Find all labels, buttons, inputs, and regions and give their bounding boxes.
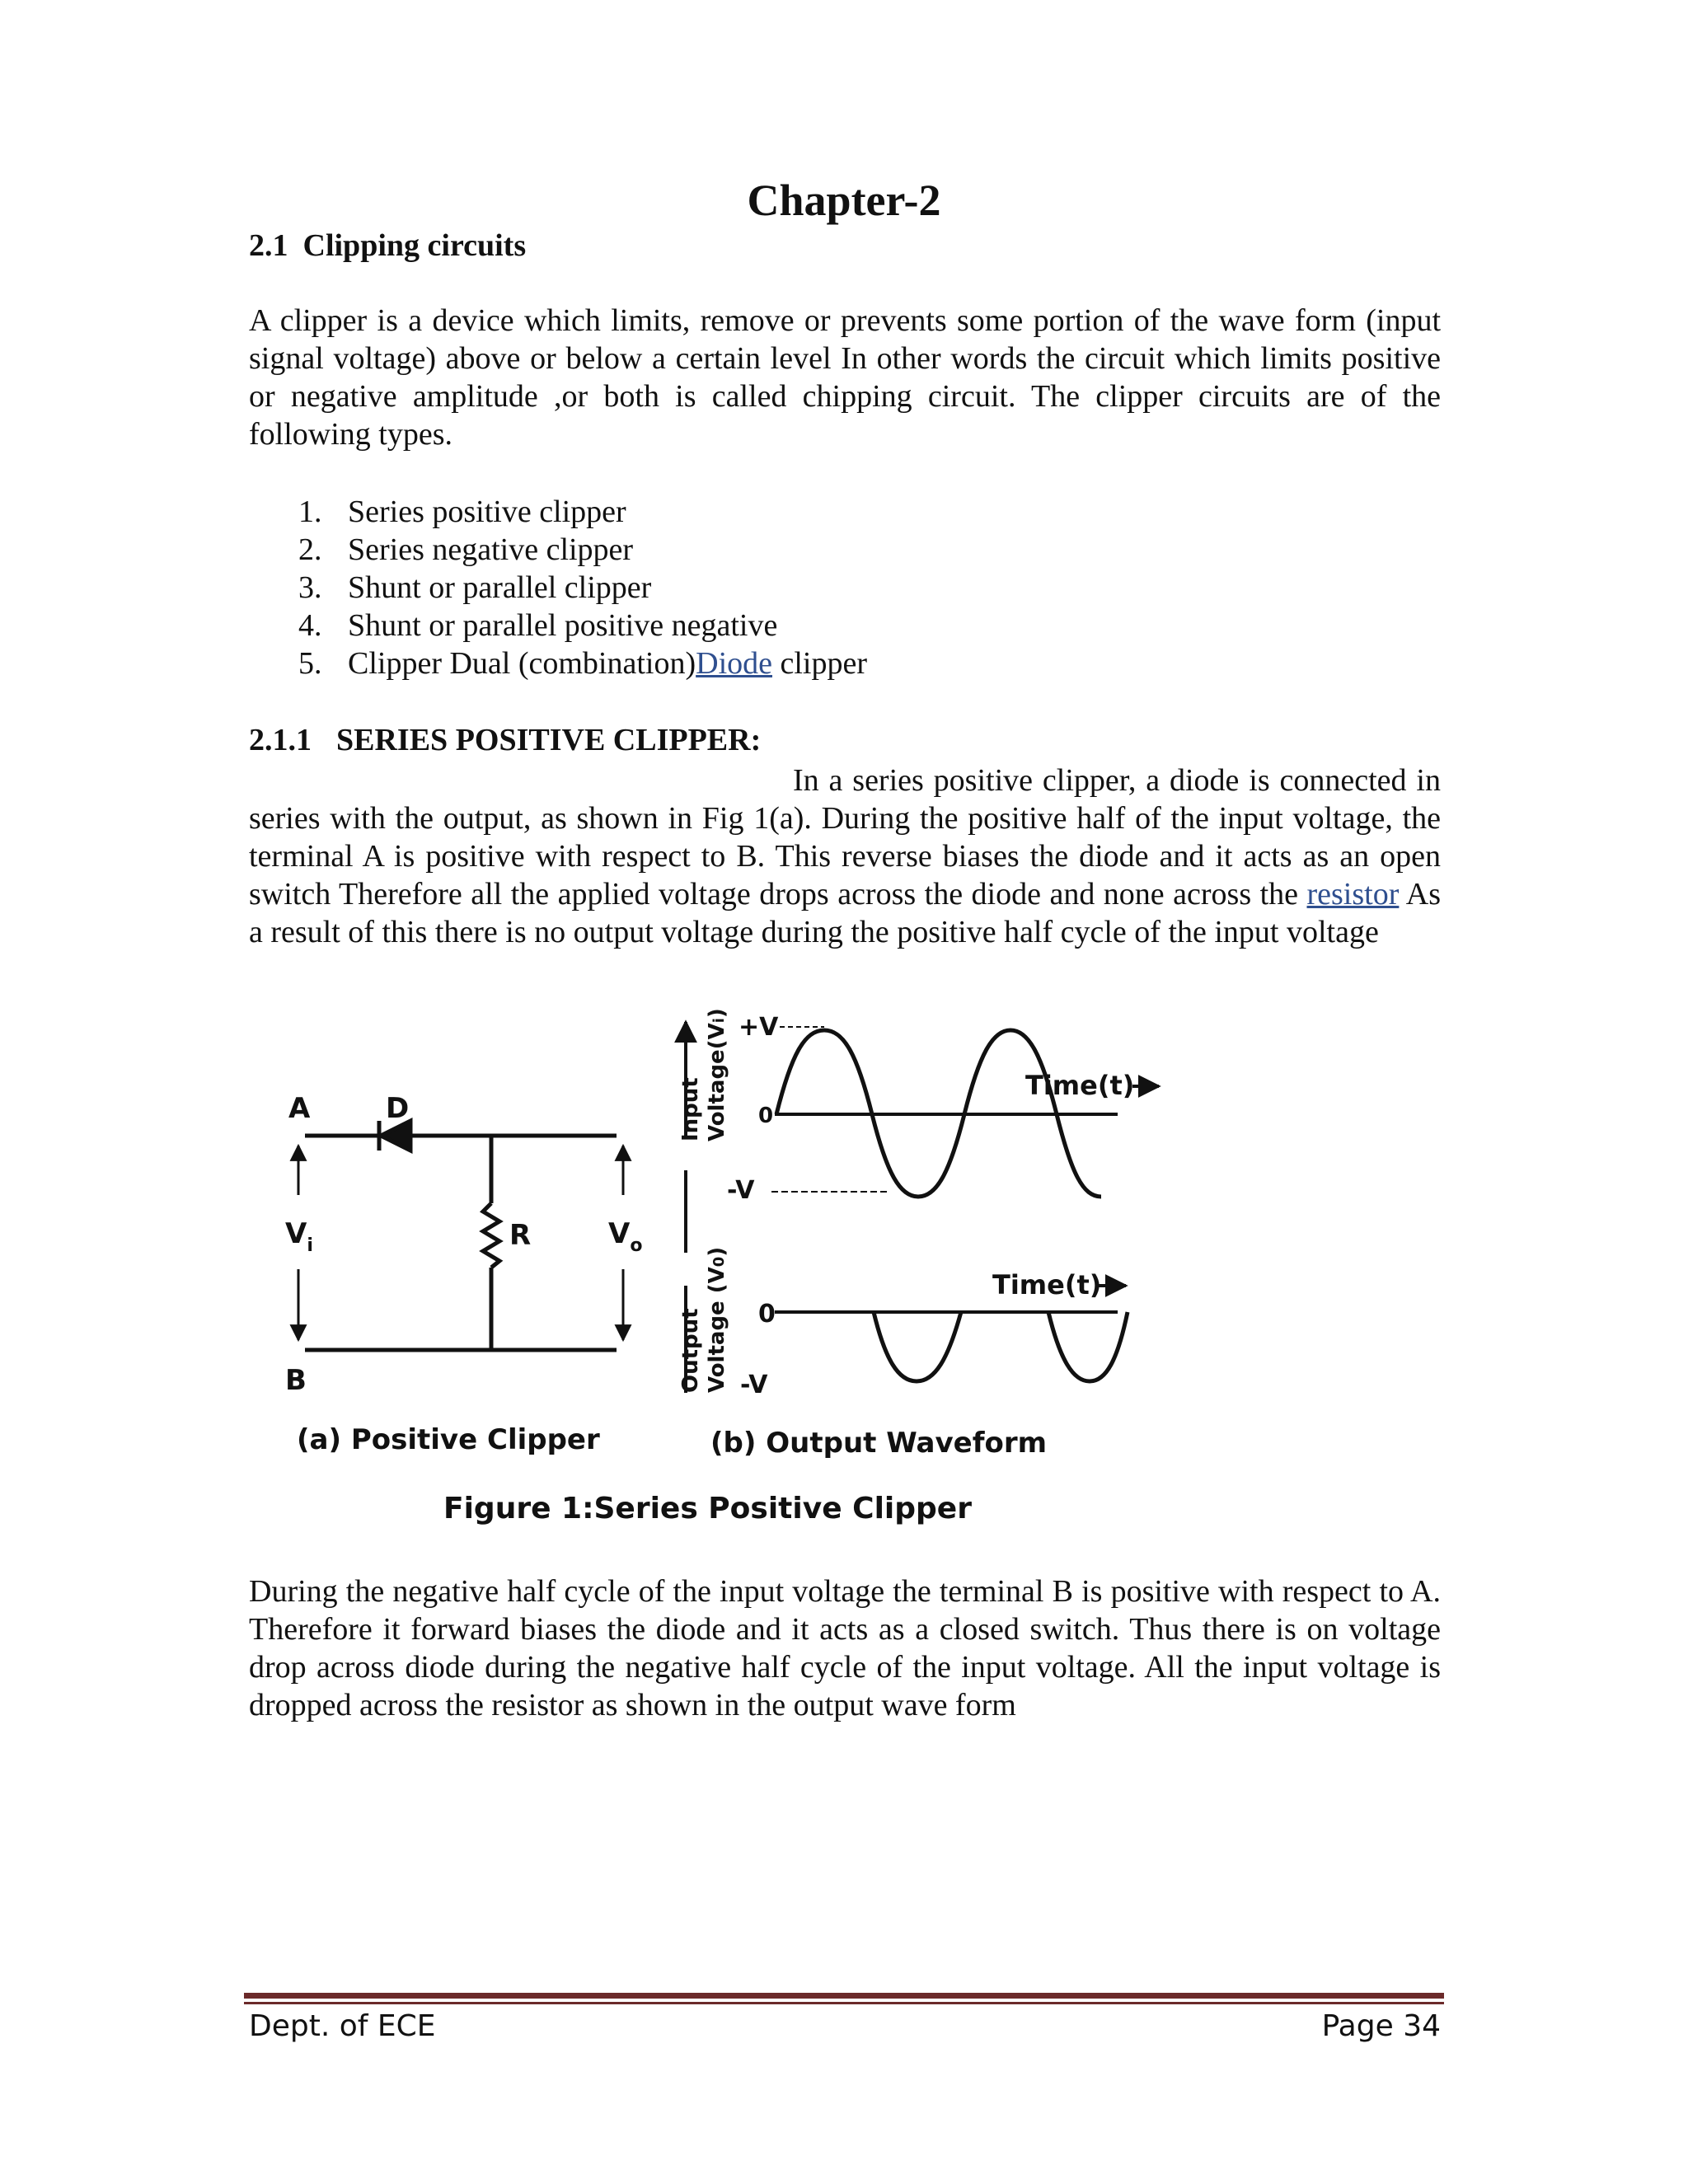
minus-v-label-output: -V (740, 1371, 768, 1399)
footer-page-number: Page 34 (1321, 2009, 1441, 2043)
list-number: 1. (298, 494, 322, 529)
paragraph-text: In a series positive clipper, a diode is connected in series with the output, as shown in Fig 1(a). During the positive half of the input voltage, the terminal A is positive with respect to B. This reverse biases the diode and it acts as an open switch Therefore all the applied voltage drops across the diode and none across the (249, 763, 1441, 912)
diode-label: D (386, 1092, 410, 1125)
output-axis-label: Output (678, 1308, 703, 1393)
output-half-wave-2 (1048, 1312, 1128, 1381)
time-label-output: Time(t) (992, 1269, 1102, 1301)
section-heading (249, 227, 526, 264)
section-title: Clipping circuits (302, 228, 527, 263)
minus-v-label: -V (727, 1176, 755, 1205)
list-number: 5. (298, 646, 322, 681)
resistor-symbol (483, 1203, 499, 1268)
footer-department: Dept. of ECE (249, 2009, 436, 2043)
list-number: 2. (298, 532, 322, 567)
list-item (249, 607, 867, 644)
list-number: 4. (298, 608, 322, 643)
list-item (249, 531, 867, 569)
paragraph-text: As a result of this there is no output voltage during the positive half cycle of the input voltage (249, 877, 1441, 949)
list-item (249, 569, 867, 607)
vo-label: $V_o$ (608, 1217, 643, 1256)
waveform-caption: (b) Output Waveform (710, 1427, 1048, 1460)
terminal-b-label: B (285, 1364, 307, 1397)
subsection-heading (249, 722, 761, 758)
figure-caption: Figure 1:Series Positive Clipper (443, 1492, 972, 1526)
zero-label-input: 0 (758, 1104, 774, 1128)
time-label-input: Time(t) (1025, 1070, 1135, 1101)
negative-half-paragraph: During the negative half cycle of the input voltage the terminal B is positive with respect to A. Therefore it forward biases the diode and it acts as a closed switch. Thus there is on voltage drop across diode during the negative half cycle of the input voltage. All the input voltage is dropped across the resistor as shown in the output wave form (249, 1574, 1441, 1722)
list-number: 3. (298, 570, 322, 605)
output-half-wave-1 (874, 1312, 961, 1381)
footer-rule (244, 1993, 1444, 2004)
list-text: Series positive clipper (348, 494, 626, 529)
input-voltage-label: Voltage(Vi) (705, 1008, 729, 1141)
series-positive-paragraph (249, 762, 1441, 951)
list-text: Clipper Dual (combination) (348, 646, 696, 681)
intro-paragraph: A clipper is a device which limits, remove or prevents some portion of the wave form (input signal voltage) above or below a certain level In other words the circuit which limits positive or negative amplitude ,or both is called chipping circuit. The clipper circuits are of the following types. (249, 303, 1441, 452)
figure-svg (247, 1005, 1236, 1541)
terminal-a-label: A (288, 1092, 311, 1125)
list-item (249, 644, 867, 682)
circuit-caption: (a) Positive Clipper (297, 1423, 600, 1456)
list-text: Shunt or parallel positive negative (348, 608, 778, 643)
list-item (249, 493, 867, 531)
output-voltage-label: Voltage (V0) (705, 1246, 729, 1393)
clipper-types-list (249, 493, 867, 682)
figure-series-positive-clipper (247, 1005, 1236, 1541)
plus-v-label: +V (738, 1013, 779, 1042)
section-number: 2.1 (249, 228, 288, 263)
input-axis-label: Input (678, 1077, 703, 1141)
diode-symbol (381, 1121, 410, 1151)
zero-label-output: 0 (758, 1300, 776, 1329)
list-text: clipper (772, 646, 868, 681)
resistor-link[interactable]: resistor (1306, 877, 1400, 912)
waveform-diagram (678, 1008, 1159, 1460)
chapter-title: Chapter-2 (747, 176, 941, 225)
list-text: Series negative clipper (348, 532, 634, 567)
subsection-title: SERIES POSITIVE CLIPPER: (336, 723, 762, 757)
circuit-diagram (298, 1121, 623, 1350)
vi-label: $V_i$ (285, 1217, 313, 1256)
list-text: Shunt or parallel clipper (348, 570, 652, 605)
subsection-number: 2.1.1 (249, 723, 312, 757)
diode-link[interactable]: Diode (696, 646, 772, 681)
resistor-label: R (509, 1219, 532, 1252)
